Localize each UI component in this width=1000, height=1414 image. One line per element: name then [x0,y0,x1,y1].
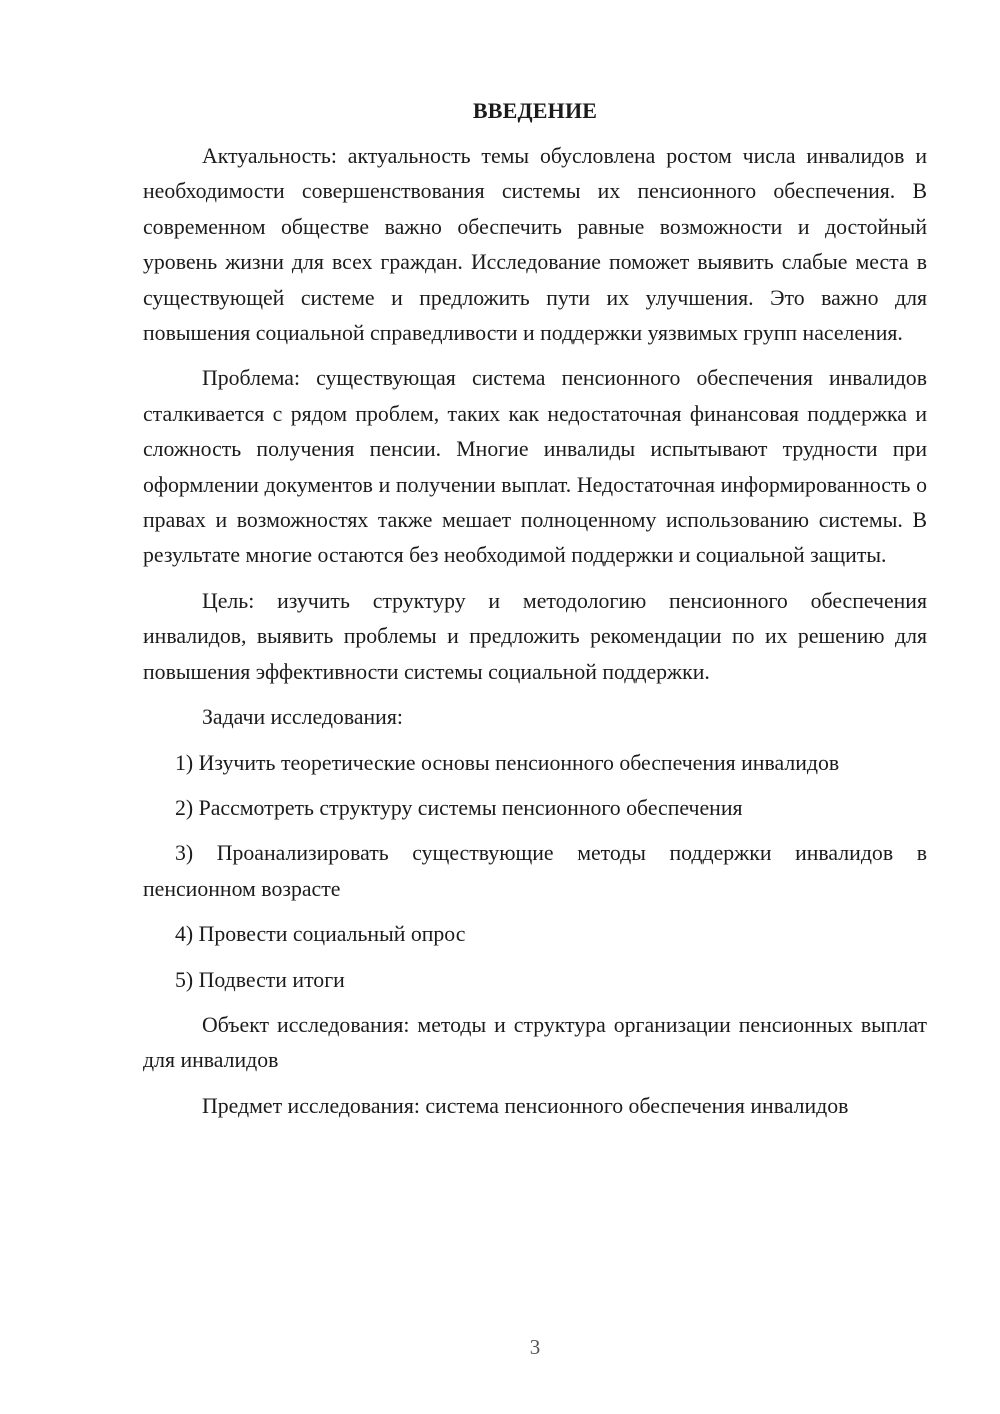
paragraph-problem: Проблема: существующая система пенсионного обеспечения инвалидов сталкивается с рядом проблем, таких как недостаточная финансовая поддержка и сложность получения пенсии. Многие инвалиды испытывают трудности при оформлении документов и получении выплат. Недостаточная информированность о правах и возможностях также мешает полноценному использованию системы. В результате многие остаются без необходимой поддержки и социальной защиты. [143,366,927,568]
task-item-5: 5) Подвести итоги [175,967,345,992]
document-body [143,96,927,1134]
page-number: 3 [529,1335,541,1359]
paragraph-object: Объект исследования: методы и структура организации пенсионных выплат для инвалидов [143,1012,927,1073]
task-item-2: 2) Рассмотреть структуру системы пенсионного обеспечения [175,795,743,820]
tasks-heading: Задачи исследования: [202,705,403,730]
paragraph-goal: Цель: изучить структуру и методологию пенсионного обеспечения инвалидов, выявить проблемы и предложить рекомендации по их решению для повышения эффективности системы социальной поддержки. [143,588,927,684]
page-title: ВВЕДЕНИЕ [472,98,598,123]
task-item-4: 4) Провести социальный опрос [175,922,466,947]
paragraph-subject: Предмет исследования: система пенсионного обеспечения инвалидов [202,1093,849,1118]
task-item-3: 3) Проанализировать существующие методы поддержки инвалидов в пенсионном возрасте [143,841,927,901]
task-item-1: 1) Изучить теоретические основы пенсионного обеспечения инвалидов [175,750,840,775]
paragraph-relevance: Актуальность: актуальность темы обусловлена ростом числа инвалидов и необходимости совершенствования системы их пенсионного обеспечения. В современном обществе важно обеспечить равные возможности и достойный уровень жизни для всех граждан. Исследование поможет выявить слабые места в существующей системе и предложить пути их улучшения. Это важно для повышения социальной справедливости и поддержки уязвимых групп населения. [143,144,927,346]
